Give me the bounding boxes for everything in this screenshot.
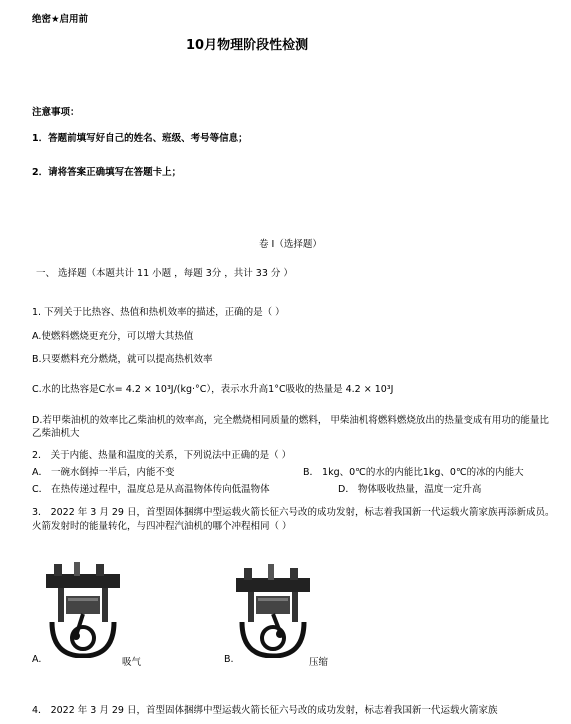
q4-stem: 4． 2022 年 3 月 29 日，首型固体捆绑中型运载火箭长征六号改的成功发射，标志着我国新一代运载火箭家族	[32, 705, 498, 716]
q1-option-c: C.水的比热容是C水= 4.2 × 10³J/(kg·°C），表示水升高1°C吸收的热量是 4.2 × 10³J	[32, 384, 394, 395]
q1-option-a: A.使燃料燃烧更充分，可以增大其热值	[32, 331, 194, 342]
q3-stem: 3． 2022 年 3 月 29 日，首型固体捆绑中型运载火箭长征六号改的成功发射，标志着我国新一代运载火箭家族再添新成员。火箭发射时的能量转化，与四冲程汽油机的哪个冲程相同（ ）	[32, 507, 555, 532]
q1-option-b: B.只要燃料充分燃烧，就可以提高热机效率	[32, 354, 213, 365]
page-title: 10月物理阶段性检测	[186, 38, 309, 53]
q3-option-b-letter: B.	[224, 654, 234, 665]
section-heading: 一、 选择题（本题共计 11 小题 ，每题 3分 ，共计 33 分 ）	[36, 268, 293, 279]
q3-option-a-letter: A.	[32, 654, 42, 665]
q2-option-b: B． 1kg、0℃的水的内能比1kg、0℃的冰的内能大	[303, 467, 524, 478]
note-item-1: 1．答题前填写好自己的姓名、班级、考号等信息；	[32, 133, 248, 144]
q2-stem: 2． 关于内能、热量和温度的关系，下列说法中正确的是（ ）	[32, 450, 292, 461]
q2-option-d: D． 物体吸收热量，温度一定升高	[338, 484, 482, 495]
q1-stem: 1. 下列关于比热容、热值和热机效率的描述，正确的是（ ）	[32, 307, 285, 318]
notes-heading: 注意事项：	[32, 107, 80, 118]
q3-option-a-label: 吸气	[122, 657, 142, 668]
note-item-2: 2．请将答案正确填写在答题卡上；	[32, 167, 182, 178]
q3-option-b-label: 压缩	[309, 657, 329, 668]
secret-label: 绝密★启用前	[32, 14, 89, 25]
engine-intake-icon	[44, 560, 122, 658]
engine-compression-icon	[234, 564, 312, 658]
q2-option-c: C． 在热传递过程中，温度总是从高温物体传向低温物体	[32, 484, 270, 495]
volume-heading: 卷 I（选择题）	[259, 239, 322, 250]
q2-option-a: A． 一碗水倒掉一半后，内能不变	[32, 467, 175, 478]
q1-option-d: D.若甲柴油机的效率比乙柴油机的效率高，完全燃烧相同质量的燃料， 甲柴油机将燃料燃烧放出的热量变成有用功的能量比乙柴油机大	[32, 415, 549, 439]
